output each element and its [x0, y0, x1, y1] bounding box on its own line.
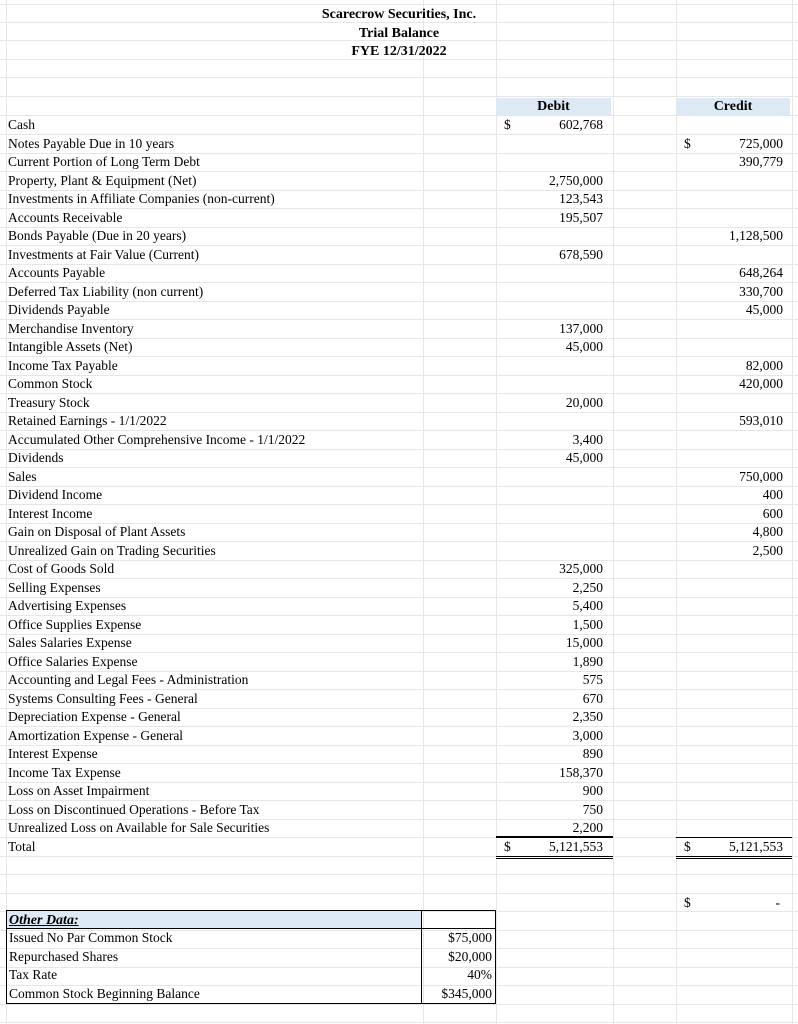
debit-amount: 45,000	[565, 450, 603, 465]
difference-currency: $	[684, 895, 691, 910]
table-row	[0, 486, 798, 505]
table-row	[0, 542, 798, 561]
debit-amount: 670	[582, 690, 603, 706]
gridline-horizontal	[0, 96, 798, 97]
debit-amount: 325,000	[559, 561, 603, 576]
debit-amount: 575	[582, 672, 603, 687]
account-name: Office Supplies Expense	[8, 616, 142, 632]
other-data-value: $345,000	[422, 985, 496, 1004]
credit-amount: 1,128,500	[729, 228, 783, 243]
table-row	[0, 782, 798, 801]
debit-amount: 123,543	[559, 191, 603, 206]
table-row	[0, 190, 798, 209]
account-name: Investments at Fair Value (Current)	[8, 246, 199, 262]
account-name: Dividends Payable	[8, 302, 110, 317]
account-name: Sales	[8, 468, 37, 484]
credit-amount: 600	[762, 505, 783, 521]
account-name: Dividend Income	[8, 487, 103, 502]
debit-amount: 2,200	[572, 820, 603, 835]
account-name: Office Salaries Expense	[8, 653, 138, 669]
debit-amount: 750	[582, 801, 603, 817]
debit-amount: 45,000	[565, 339, 603, 354]
gridline-horizontal	[0, 4, 798, 5]
credit-header: Credit	[676, 98, 790, 116]
account-name: Loss on Discontinued Operations - Before Tax	[8, 801, 260, 817]
debit-header: Debit	[496, 98, 611, 116]
debit-amount: 900	[582, 783, 603, 798]
company-name: Scarecrow Securities, Inc.	[321, 7, 477, 22]
table-row	[0, 449, 798, 468]
table-row	[0, 468, 798, 487]
account-name: Income Tax Expense	[8, 764, 121, 780]
debit-amount: 137,000	[559, 320, 603, 336]
report-title: Trial Balance	[358, 26, 440, 41]
credit-amount: 82,000	[745, 357, 783, 373]
account-name: Amortization Expense - General	[8, 727, 184, 743]
debit-amount: 602,768	[559, 117, 603, 132]
table-row	[0, 153, 798, 172]
table-row	[0, 579, 798, 598]
table-row	[0, 227, 798, 246]
difference-value: -	[775, 895, 780, 910]
table-row	[0, 727, 798, 746]
credit-total: 5,121,553	[729, 839, 783, 854]
report-period: FYE 12/31/2022	[351, 44, 447, 59]
table-row	[0, 431, 798, 450]
table-row	[0, 616, 798, 635]
debit-amount: 2,250	[572, 579, 603, 595]
account-name: Cash	[8, 117, 35, 132]
credit-currency: $	[684, 135, 691, 151]
account-name: Depreciation Expense - General	[8, 709, 181, 724]
table-row	[0, 708, 798, 727]
account-name: Systems Consulting Fees - General	[8, 690, 198, 706]
table-row	[0, 412, 798, 431]
debit-amount: 15,000	[565, 635, 603, 650]
debit-total-currency: $	[504, 839, 511, 854]
account-name: Deferred Tax Liability (non current)	[8, 283, 204, 299]
debit-amount: 20,000	[565, 394, 603, 410]
account-name: Current Portion of Long Term Debt	[8, 154, 200, 169]
account-name: Sales Salaries Expense	[8, 635, 132, 650]
debit-amount: 3,400	[572, 431, 603, 447]
other-data-value-header	[422, 910, 496, 929]
account-name: Unrealized Loss on Available for Sale Securities	[8, 820, 270, 835]
table-row	[0, 375, 798, 394]
other-data-label: Common Stock Beginning Balance	[6, 985, 422, 1004]
account-name: Dividends	[8, 450, 64, 465]
account-name: Accounts Payable	[8, 265, 106, 280]
other-data-label: Tax Rate	[6, 966, 422, 985]
account-name: Interest Expense	[8, 746, 98, 761]
table-row	[0, 523, 798, 542]
credit-amount: 648,264	[739, 265, 783, 280]
table-row	[0, 745, 798, 764]
account-name: Investments in Affiliate Companies (non-current)	[8, 191, 275, 206]
credit-amount: 420,000	[739, 376, 783, 391]
debit-amount: 3,000	[572, 727, 603, 743]
account-name: Intangible Assets (Net)	[8, 339, 133, 354]
total-row	[0, 838, 798, 857]
credit-amount: 4,800	[752, 524, 783, 539]
account-name: Accumulated Other Comprehensive Income - 1/1/2022	[8, 431, 306, 447]
credit-amount: 593,010	[739, 413, 783, 428]
account-name: Common Stock	[8, 376, 93, 391]
table-row	[0, 209, 798, 228]
account-name: Bonds Payable (Due in 20 years)	[8, 228, 187, 243]
account-name: Cost of Goods Sold	[8, 561, 115, 576]
table-row	[0, 172, 798, 191]
table-row	[0, 301, 798, 320]
gridline-horizontal	[0, 77, 798, 78]
account-name: Income Tax Payable	[8, 357, 118, 373]
debit-amount: 5,400	[572, 598, 603, 613]
debit-amount: 2,350	[572, 709, 603, 724]
account-name: Gain on Disposal of Plant Assets	[8, 524, 186, 539]
table-row	[0, 135, 798, 154]
debit-currency: $	[504, 117, 511, 132]
debit-total: 5,121,553	[549, 839, 603, 854]
credit-total-currency: $	[684, 839, 691, 854]
debit-amount: 195,507	[559, 209, 603, 225]
credit-amount: 750,000	[739, 468, 783, 484]
account-name: Loss on Asset Impairment	[8, 783, 150, 798]
table-row	[0, 671, 798, 690]
other-data-label: Issued No Par Common Stock	[6, 929, 422, 948]
account-name: Accounting and Legal Fees - Administration	[8, 672, 249, 687]
credit-amount: 725,000	[739, 135, 783, 151]
other-data-title: Other Data:	[6, 910, 422, 929]
credit-amount: 2,500	[752, 542, 783, 558]
other-data-bottom-border	[6, 1003, 496, 1004]
gridline-horizontal	[0, 874, 798, 875]
account-name: Property, Plant & Equipment (Net)	[8, 172, 197, 188]
table-row	[0, 764, 798, 783]
account-name: Merchandise Inventory	[8, 320, 134, 336]
table-row	[0, 394, 798, 413]
other-data-table	[6, 910, 496, 1004]
other-data-value: $20,000	[422, 948, 496, 967]
credit-amount: 390,779	[739, 154, 783, 169]
other-data-value: 40%	[422, 966, 496, 985]
account-name: Retained Earnings - 1/1/2022	[8, 413, 167, 428]
account-name: Advertising Expenses	[8, 598, 127, 613]
table-row	[0, 560, 798, 579]
table-row	[0, 505, 798, 524]
table-row	[0, 690, 798, 709]
account-name: Interest Income	[8, 505, 93, 521]
other-data-label: Repurchased Shares	[6, 948, 422, 967]
table-row	[0, 264, 798, 283]
table-row	[0, 819, 798, 838]
debit-amount: 158,370	[559, 764, 603, 780]
table-row	[0, 338, 798, 357]
credit-amount: 330,700	[739, 283, 783, 299]
debit-amount: 890	[582, 746, 603, 761]
table-row	[0, 597, 798, 616]
account-name: Unrealized Gain on Trading Securities	[8, 542, 216, 558]
account-name: Treasury Stock	[8, 394, 90, 410]
table-row	[0, 634, 798, 653]
debit-amount: 678,590	[559, 246, 603, 262]
debit-amount: 1,890	[572, 653, 603, 669]
gridline-horizontal	[0, 1022, 798, 1023]
account-name: Selling Expenses	[8, 579, 101, 595]
debit-amount: 1,500	[572, 616, 603, 632]
table-row	[0, 357, 798, 376]
table-row	[0, 320, 798, 339]
table-row	[0, 116, 798, 135]
table-row	[0, 246, 798, 265]
table-row	[0, 283, 798, 302]
table-row	[0, 801, 798, 820]
credit-amount: 400	[762, 487, 783, 502]
account-name: Notes Payable Due in 10 years	[8, 135, 175, 151]
debit-amount: 2,750,000	[549, 172, 603, 188]
table-row	[0, 653, 798, 672]
total-label: Total	[8, 839, 36, 854]
other-data-value: $75,000	[422, 929, 496, 948]
credit-amount: 45,000	[745, 302, 783, 317]
account-name: Accounts Receivable	[8, 209, 123, 225]
